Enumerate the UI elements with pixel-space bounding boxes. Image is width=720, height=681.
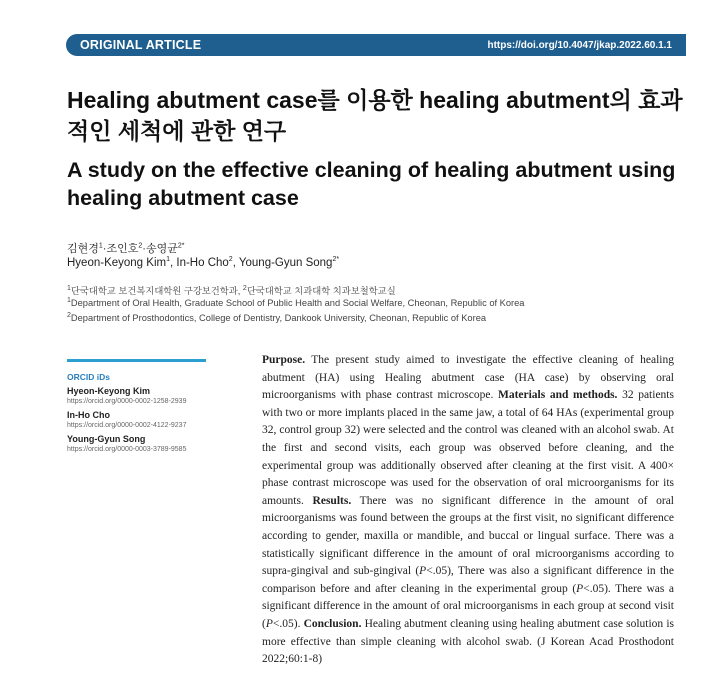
- orcid-name: Hyeon-Keyong Kim: [67, 386, 151, 396]
- abstract-heading: Results.: [312, 494, 352, 507]
- authors-korean: 김현경$^1$·조인호$^2$·송영균$^{2*}$: [67, 242, 185, 255]
- affiliation-ko-text: 단국대학교 치과대학 치과보철학교실: [246, 286, 396, 296]
- title-korean: Healing abutment case를 이용한 healing abutment의 효과적인 세척에 관한 연구: [67, 87, 683, 144]
- orcid-url[interactable]: https://orcid.org/0000-0002-4122-9237: [67, 422, 187, 429]
- abstract-text: 32 patients with two or more implants placed in the same jaw, a total of 64 HAs (experimental group 32, control group 32) were selected and the control was cleaned with an alcohol swab. At the first and second visits, each group was observed before cleaning, and the experimental group was additionally observed after cleaning at the first visit. A 400× phase contrast microscope was used for the observation of oral microorganisms for its amounts.: [262, 389, 674, 507]
- author-name-en: Young-Gyun Song: [238, 257, 333, 269]
- orcid-heading: ORCID iDs: [67, 372, 110, 382]
- affiliation-2-text: Department of Prosthodontics, College of Dentistry, Dankook University, Cheonan, Republic of Korea: [70, 313, 487, 323]
- abstract-text: There was no significant difference in the amount of oral microorganisms was found between the groups at the first visit, no significant difference according to gender, maxilla or mandible, and buccal or lingual surface. There was a statistically significant difference in the amount of oral microorganisms according to supra-gingival and sub-gingival (P<.05), There was also a significant difference in the comparison before and after cleaning in the experimental group (P<.05). There was a significant difference in the amount of oral microorganisms in each group at second visit (P<.05).: [262, 494, 674, 630]
- author-sup: 1: [166, 256, 170, 264]
- orcid-url[interactable]: https://orcid.org/0000-0002-1258-2939: [67, 398, 187, 405]
- abstract-heading: Conclusion.: [303, 617, 362, 630]
- affiliation-2-sup: 2: [67, 311, 71, 319]
- abstract-text: Healing abutment cleaning using healing abutment case solution is more effective than simple cleaning with alcohol swab. (J Korean Acad Prosthodont 2022;60:1-8): [262, 617, 674, 666]
- abstract-text: The present study aimed to investigate the effective cleaning of healing abutment (HA) using Healing abutment case (HA case) by observing oral microorganisms with phase contrast microscope.: [262, 354, 674, 402]
- author-name-ko: 조인호: [106, 243, 139, 255]
- abstract: [262, 352, 674, 669]
- affiliation-ko-text: 단국대학교 보건복지대학원 구강보건학과,: [70, 286, 243, 296]
- orcid-url[interactable]: https://orcid.org/0000-0003-3789-9585: [67, 446, 187, 453]
- author-name-ko: 김현경: [67, 243, 99, 255]
- orcid-panel: [67, 372, 227, 455]
- author-sup: 2: [138, 242, 143, 250]
- orcid-divider: [67, 359, 206, 362]
- author-sup: 2*: [332, 256, 340, 264]
- author-name-en: Hyeon-Keyong Kim: [67, 257, 167, 269]
- affiliation-1-sup: 1: [67, 296, 71, 304]
- affiliation-ko-sup: 1: [67, 284, 71, 292]
- affiliation-1-text: Department of Oral Health, Graduate School of Public Health and Social Welfare, Cheonan, Republic of Korea: [70, 298, 525, 308]
- author-sup: 2*: [177, 242, 185, 250]
- author-name-ko: 송영균: [145, 243, 178, 255]
- affiliation-ko-sup: 2: [242, 284, 247, 292]
- title-english: A study on the effective cleaning of healing abutment using healing abutment case: [67, 158, 676, 210]
- article-type-banner: [66, 34, 686, 56]
- orcid-list: [67, 386, 227, 455]
- orcid-name: Young-Gyun Song: [67, 434, 146, 444]
- authors-english: Hyeon-Keyong Kim$^1$, In-Ho Cho$^2$, Young-Gyun Song$^{2*}$: [67, 256, 340, 269]
- affiliation-1: [67, 298, 524, 308]
- affiliation-2: [67, 313, 486, 323]
- abstract-heading: Purpose.: [262, 354, 306, 366]
- author-sup: 2: [228, 256, 233, 264]
- author-sup: 1: [98, 242, 103, 250]
- affiliation-korean: [67, 283, 396, 297]
- abstract-heading: Materials and methods.: [497, 389, 618, 402]
- doi-link[interactable]: https://doi.org/10.4047/jkap.2022.60.1.1: [487, 39, 672, 51]
- orcid-name: In-Ho Cho: [67, 410, 110, 420]
- author-name-en: In-Ho Cho: [176, 257, 229, 269]
- article-type-label: ORIGINAL ARTICLE: [80, 38, 202, 52]
